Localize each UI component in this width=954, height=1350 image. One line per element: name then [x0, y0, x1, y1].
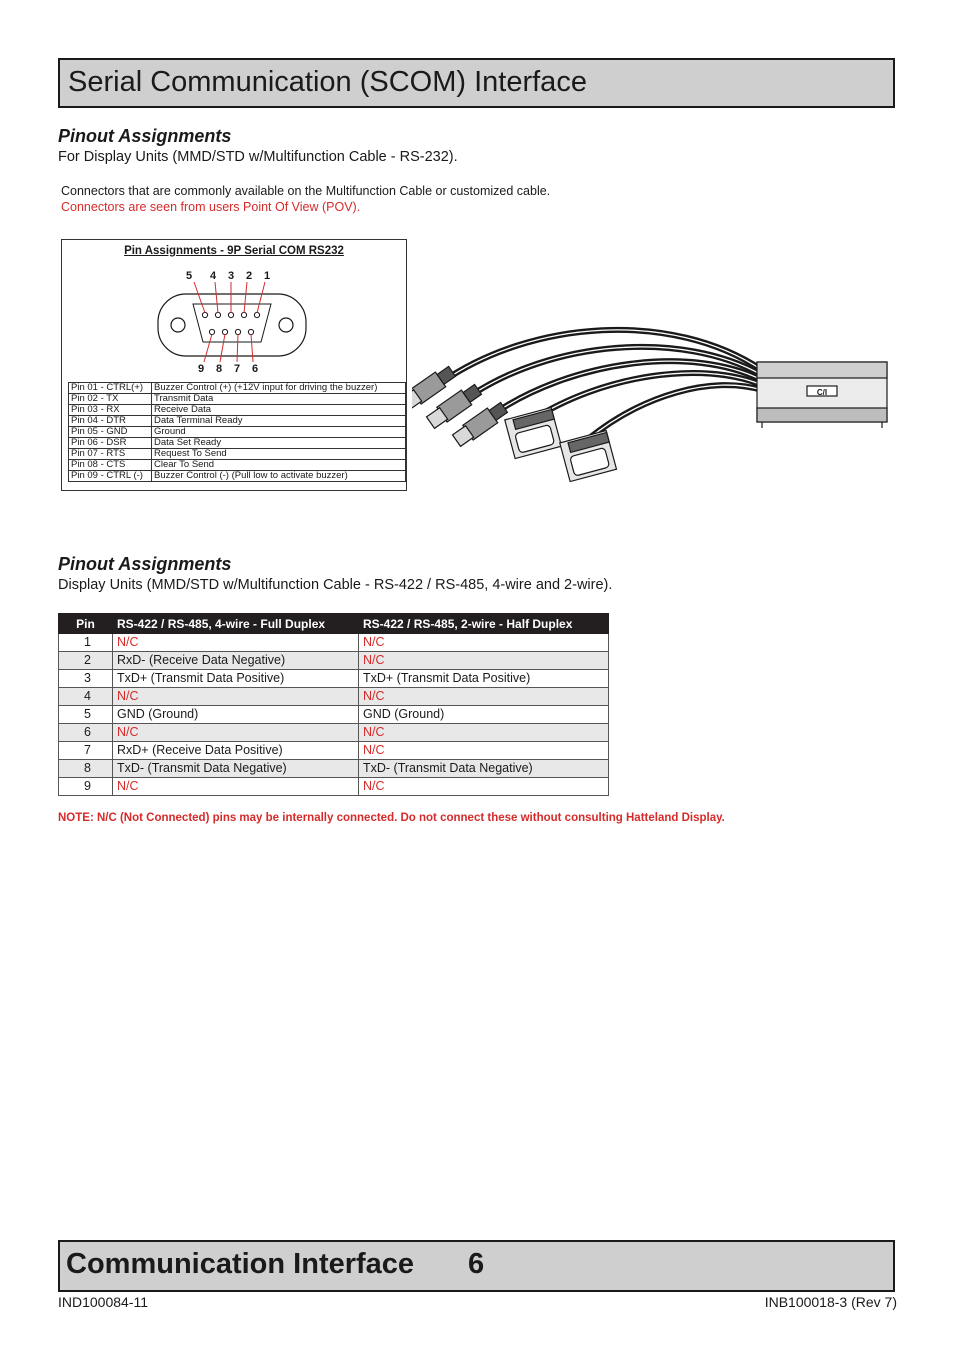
section1-note-1: Connectors that are commonly available on the Multifunction Cable or customized cable. [61, 184, 551, 198]
full-duplex-cell: TxD- (Transmit Data Negative) [113, 760, 359, 778]
db9-plug [505, 408, 562, 459]
half-duplex-cell: N/C [359, 634, 609, 652]
full-duplex-cell: N/C [113, 634, 359, 652]
multifunction-cable-image [412, 300, 900, 490]
pin-row [69, 427, 406, 438]
pin-label-bottom: 6 [251, 363, 259, 375]
pin-label-bottom: 9 [197, 363, 205, 375]
full-duplex-cell: RxD+ (Receive Data Positive) [113, 742, 359, 760]
cable-wire [492, 361, 762, 415]
pin-label-top: 2 [245, 270, 253, 282]
pin-desc-cell: Buzzer Control (+) (+12V input for driving the buzzer) [152, 383, 406, 394]
pin-label-bottom: 7 [233, 363, 241, 375]
pin-hole [228, 312, 233, 317]
pin-label-bottom: 8 [215, 363, 223, 375]
full-duplex-cell: TxD+ (Transmit Data Positive) [113, 670, 359, 688]
pin-label-top: 5 [185, 270, 193, 282]
pin-number-cell: 2 [59, 652, 113, 670]
mount-hole-left [171, 318, 185, 332]
half-duplex-cell: GND (Ground) [359, 706, 609, 724]
db9-plug [560, 431, 617, 482]
section2-subtitle: Display Units (MMD/STD w/Multifunction Cable - RS-422 / RS-485, 4-wire and 2-wire). [58, 577, 613, 593]
pin-number-cell: 9 [59, 778, 113, 796]
pin-id-cell: Pin 04 - DTR [69, 416, 152, 427]
pin-hole [254, 312, 259, 317]
full-duplex-cell: N/C [113, 688, 359, 706]
pin-hole [248, 329, 253, 334]
connector-label: C/I [816, 388, 828, 397]
pin-id-cell: Pin 09 - CTRL (-) [69, 471, 152, 482]
section1-title: Pinout Assignments [58, 126, 232, 146]
pin-row [69, 394, 406, 405]
table-row [59, 688, 609, 706]
pin-hole [215, 312, 220, 317]
cable-highlight [587, 385, 762, 440]
pin-desc-cell: Request To Send [152, 449, 406, 460]
rs422-pin-table [58, 613, 609, 796]
pin-box-title: Pin Assignments - 9P Serial COM RS232 [124, 245, 344, 257]
pin-number-cell: 3 [59, 670, 113, 688]
pin-id-cell: Pin 05 - GND [69, 427, 152, 438]
pin-desc-cell: Data Set Ready [152, 438, 406, 449]
section1-subtitle: For Display Units (MMD/STD w/Multifunction Cable - RS-232). [58, 149, 458, 165]
pin-desc-cell: Ground [152, 427, 406, 438]
half-duplex-cell: N/C [359, 778, 609, 796]
pin-id-cell: Pin 06 - DSR [69, 438, 152, 449]
col-header-pin: Pin [59, 614, 113, 634]
table-row [59, 778, 609, 796]
doc-id-left: IND100084-11 [58, 1294, 149, 1310]
col-header-full-duplex: RS-422 / RS-485, 4-wire - Full Duplex [113, 614, 359, 634]
pin-row [69, 449, 406, 460]
table-row [59, 760, 609, 778]
pin-number-cell: 5 [59, 706, 113, 724]
leader-line [194, 282, 205, 313]
pin-number-cell: 7 [59, 742, 113, 760]
table-row [59, 742, 609, 760]
table-row [59, 670, 609, 688]
chapter-number: 6 [468, 1248, 485, 1280]
leader-line [244, 282, 247, 313]
connector-d-face [193, 304, 271, 342]
half-duplex-cell: TxD- (Transmit Data Negative) [359, 760, 609, 778]
section2-title: Pinout Assignments [58, 554, 232, 574]
pin-id-cell: Pin 01 - CTRL(+) [69, 383, 152, 394]
rs232-pin-table [68, 382, 406, 482]
chapter-title: Communication Interface [66, 1248, 415, 1280]
pin-number-cell: 6 [59, 724, 113, 742]
pin-number-cell: 8 [59, 760, 113, 778]
pin-number-cell: 4 [59, 688, 113, 706]
pin-label-top: 4 [209, 270, 217, 282]
pin-desc-cell: Transmit Data [152, 394, 406, 405]
pin-row [69, 460, 406, 471]
pin-label-top: 1 [263, 270, 271, 282]
table-row [59, 706, 609, 724]
pin-desc-cell: Receive Data [152, 405, 406, 416]
full-duplex-cell: GND (Ground) [113, 706, 359, 724]
leader-line [251, 334, 253, 362]
half-duplex-cell: N/C [359, 724, 609, 742]
pin-row [69, 416, 406, 427]
table-row [59, 724, 609, 742]
half-duplex-cell: N/C [359, 742, 609, 760]
pin-desc-cell: Data Terminal Ready [152, 416, 406, 427]
leader-line [220, 334, 225, 362]
page-title: Serial Communication (SCOM) Interface [68, 66, 587, 98]
pin-hole [241, 312, 246, 317]
pin-hole [202, 312, 207, 317]
full-duplex-cell: RxD- (Receive Data Negative) [113, 652, 359, 670]
pin-assignment-box [61, 239, 407, 491]
pin-id-cell: Pin 08 - CTS [69, 460, 152, 471]
pin-id-cell: Pin 03 - RX [69, 405, 152, 416]
pin-row [69, 405, 406, 416]
pin-hole [222, 329, 227, 334]
half-duplex-cell: N/C [359, 652, 609, 670]
leader-line [237, 334, 238, 362]
half-duplex-cell: N/C [359, 688, 609, 706]
pin-desc-cell: Buzzer Control (-) (Pull low to activate buzzer) [152, 471, 406, 482]
pin-hole [235, 329, 240, 334]
pin-number-cell: 1 [59, 634, 113, 652]
chapter-footer-bar [58, 1240, 895, 1292]
page-header-bar [58, 58, 895, 108]
pin-row [69, 471, 406, 482]
pin-row [69, 383, 406, 394]
pin-label-top: 3 [227, 270, 235, 282]
mount-hole-right [279, 318, 293, 332]
pin-row [69, 438, 406, 449]
table-row [59, 652, 609, 670]
table-row [59, 634, 609, 652]
section1-note-2: Connectors are seen from users Point Of View (POV). [61, 200, 361, 214]
full-duplex-cell: N/C [113, 724, 359, 742]
pin-id-cell: Pin 07 - RTS [69, 449, 152, 460]
leader-line [257, 282, 265, 313]
pin-id-cell: Pin 02 - TX [69, 394, 152, 405]
full-duplex-cell: N/C [113, 778, 359, 796]
leader-line [215, 282, 218, 313]
half-duplex-cell: TxD+ (Transmit Data Positive) [359, 670, 609, 688]
db9-connector-diagram [62, 262, 406, 380]
doc-id-right: INB100018-3 (Rev 7) [764, 1294, 897, 1310]
connector-shell [158, 294, 306, 356]
warning-note: NOTE: N/C (Not Connected) pins may be internally connected. Do not connect these without consulting Hatteland Display. [58, 812, 725, 824]
pin-desc-cell: Clear To Send [152, 460, 406, 471]
leader-line [204, 334, 212, 362]
pin-hole [209, 329, 214, 334]
col-header-half-duplex: RS-422 / RS-485, 2-wire - Half Duplex [359, 614, 609, 634]
